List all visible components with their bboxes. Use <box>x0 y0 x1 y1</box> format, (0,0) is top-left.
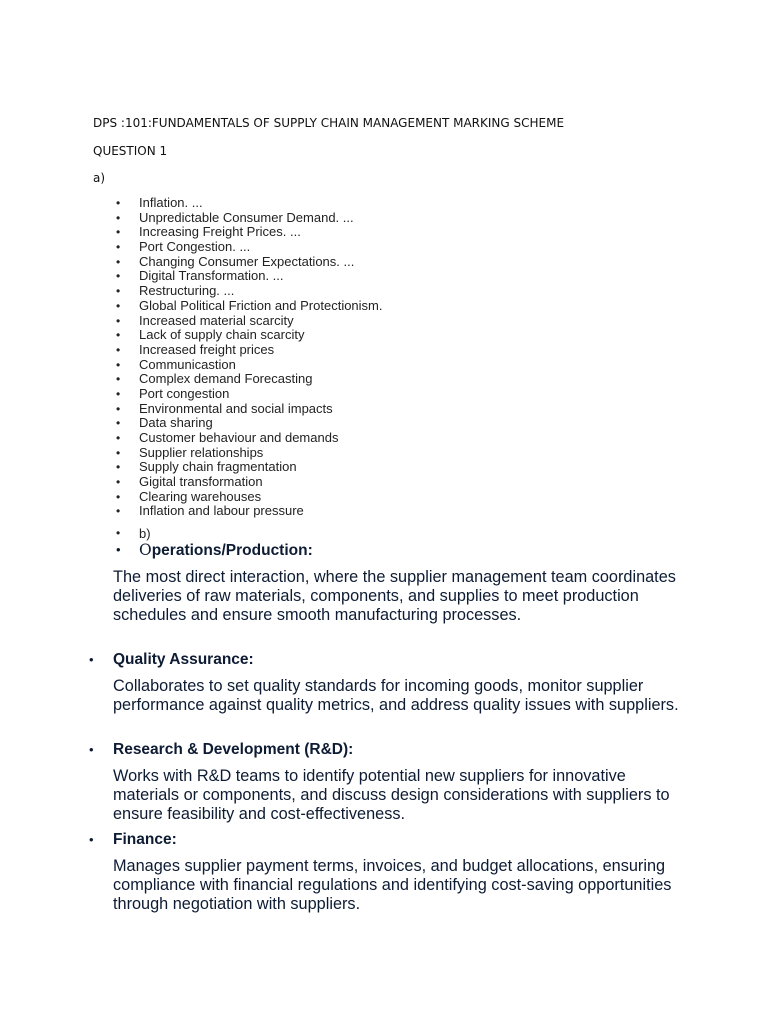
heading-text: Finance: <box>113 831 177 848</box>
list-item: • Supply chain fragmentation <box>116 460 383 475</box>
list-item: • Increased freight prices <box>116 343 383 358</box>
part-a-list <box>116 196 383 519</box>
part-b-label: • b) <box>116 526 151 541</box>
bullet-icon: • <box>89 652 94 667</box>
list-item: • Restructuring. ... <box>116 284 383 299</box>
section-text-operations: The most direct interaction, where the supplier management team coordinates deliveries of raw materials, components, and supplies to meet production schedules and ensure smooth manufacturing processes. <box>113 568 676 624</box>
section-text-rnd: Works with R&D teams to identify potential new suppliers for innovative materials or components, and discuss design considerations with suppliers to ensure feasibility and cost-effectiveness. <box>113 767 670 823</box>
heading-initial: O <box>139 541 152 559</box>
list-item: • Digital Transformation. ... <box>116 269 383 284</box>
heading-rest: perations/Production: <box>151 542 313 559</box>
heading-text: Quality Assurance: <box>113 651 254 668</box>
list-item: • Supplier relationships <box>116 446 383 461</box>
bullet-icon: • <box>89 742 94 757</box>
list-item: • Unpredictable Consumer Demand. ... <box>116 211 383 226</box>
list-item: • Customer behaviour and demands <box>116 431 383 446</box>
section-heading-rnd <box>89 741 354 759</box>
list-item: • Clearing warehouses <box>116 490 383 505</box>
document-title: DPS :101:FUNDAMENTALS OF SUPPLY CHAIN MANAGEMENT MARKING SCHEME <box>93 116 565 130</box>
list-item: • Inflation. ... <box>116 196 383 211</box>
heading-text: Research & Development (R&D): <box>113 741 354 758</box>
bullet-icon: • <box>89 832 94 847</box>
section-text-finance: Manages supplier payment terms, invoices, and budget allocations, ensuring compliance with financial regulations and identifying cost-saving opportunities through negotiation with suppliers. <box>113 857 672 913</box>
question-heading: QUESTION 1 <box>93 144 168 158</box>
part-a-label: a) <box>93 171 106 185</box>
list-item: • Complex demand Forecasting <box>116 372 383 387</box>
list-item: • Port Congestion. ... <box>116 240 383 255</box>
list-item: • Inflation and labour pressure <box>116 504 383 519</box>
list-item: • Communicastion <box>116 358 383 373</box>
list-item: • Data sharing <box>116 416 383 431</box>
section-text-quality: Collaborates to set quality standards for incoming goods, monitor supplier performance against quality metrics, and address quality issues with suppliers. <box>113 677 679 714</box>
list-item: • Environmental and social impacts <box>116 402 383 417</box>
list-item: • Lack of supply chain scarcity <box>116 328 383 343</box>
section-heading-quality <box>89 651 254 669</box>
list-item: • Gigital transformation <box>116 475 383 490</box>
section-heading-finance <box>89 831 177 849</box>
list-item: • Increased material scarcity <box>116 314 383 329</box>
section-heading-operations <box>116 541 313 560</box>
bullet-icon: • <box>116 542 121 557</box>
list-item: • Global Political Friction and Protectionism. <box>116 299 383 314</box>
list-item: • Changing Consumer Expectations. ... <box>116 255 383 270</box>
list-item: • Port congestion <box>116 387 383 402</box>
list-item: • Increasing Freight Prices. ... <box>116 225 383 240</box>
